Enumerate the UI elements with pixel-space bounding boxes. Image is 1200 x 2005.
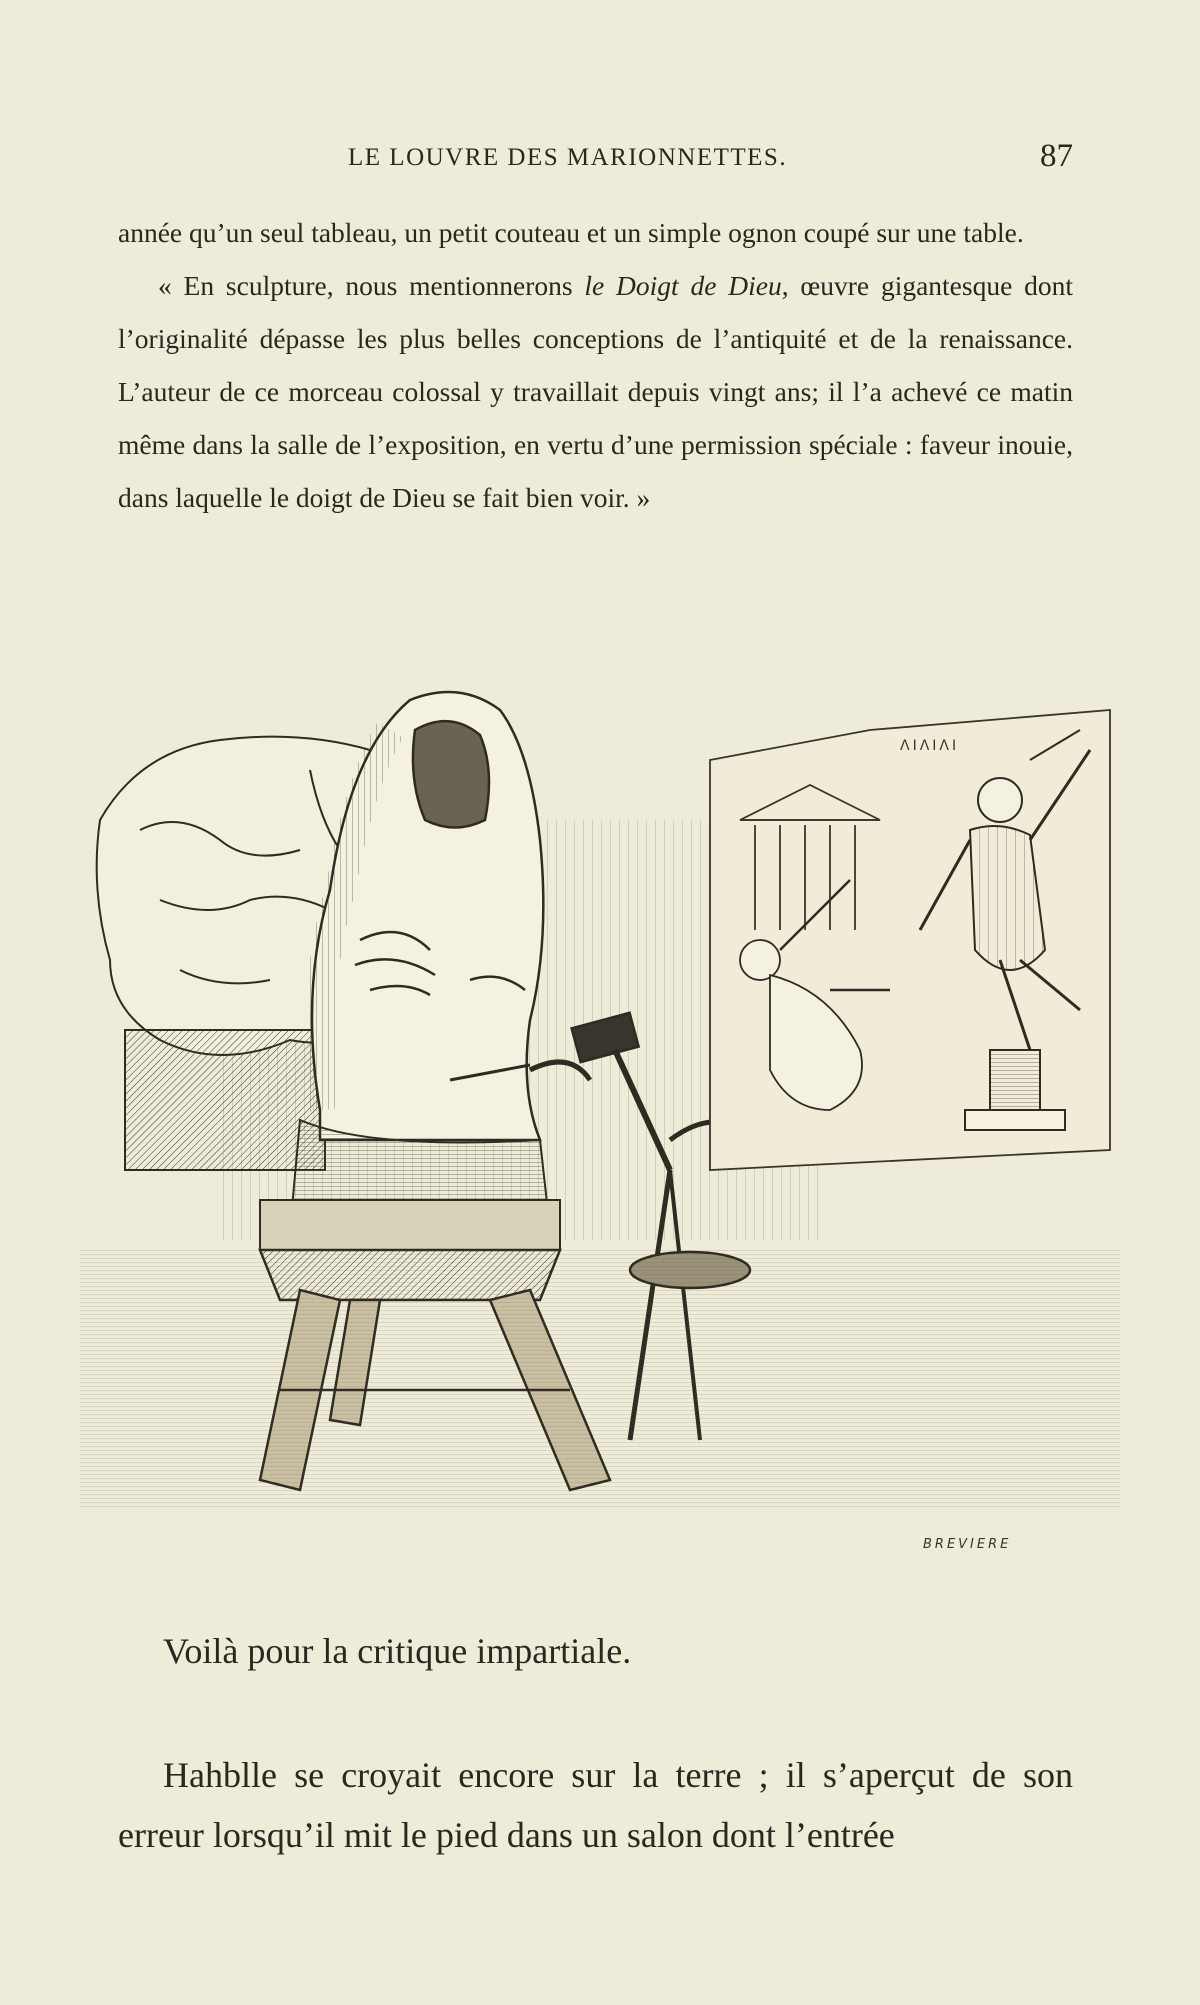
paragraph-text: « En sculpture, nous mentionnerons [158, 270, 585, 301]
paragraph: Hahblle se croyait encore sur la terre ; il s’aperçut de son erreur lorsqu’il mit le pied dans un salon dont l’entrée [118, 1755, 1073, 1855]
floor [80, 1250, 1120, 1510]
body-text [118, 206, 1073, 524]
artwork-title: le Doigt de Dieu [584, 270, 782, 301]
paragraph [118, 259, 1073, 524]
signboard-text: ΛΙΛΙΛΙ [900, 738, 960, 754]
engraving-illustration [70, 690, 1130, 1570]
caption: Voilà pour la critique impartiale. [163, 1631, 632, 1671]
engraver-signature: BREVIERE [923, 1537, 1012, 1552]
body-text-continued [118, 1745, 1073, 1865]
running-title: LE LOUVRE DES MARIONNETTES. [348, 144, 788, 171]
temple-painting [710, 710, 1110, 1170]
running-head [118, 138, 1073, 178]
page-number: 87 [1040, 138, 1073, 174]
paragraph: année qu’un seul tableau, un petit couteau et un simple ognon coupé sur une table. [118, 217, 1024, 248]
paragraph-text: , œuvre gigantesque dont l’originalité dépasse les plus belles conceptions de l’antiquité et de la renaissance. L’auteur de ce morceau colossal y travaillait depuis vingt ans; il l’a achevé ce matin même dans la salle de l’exposition, en vertu d’une permission spéciale : faveur inouie, dans laquelle le doigt de Dieu se fait bien voir. » [118, 270, 1073, 513]
